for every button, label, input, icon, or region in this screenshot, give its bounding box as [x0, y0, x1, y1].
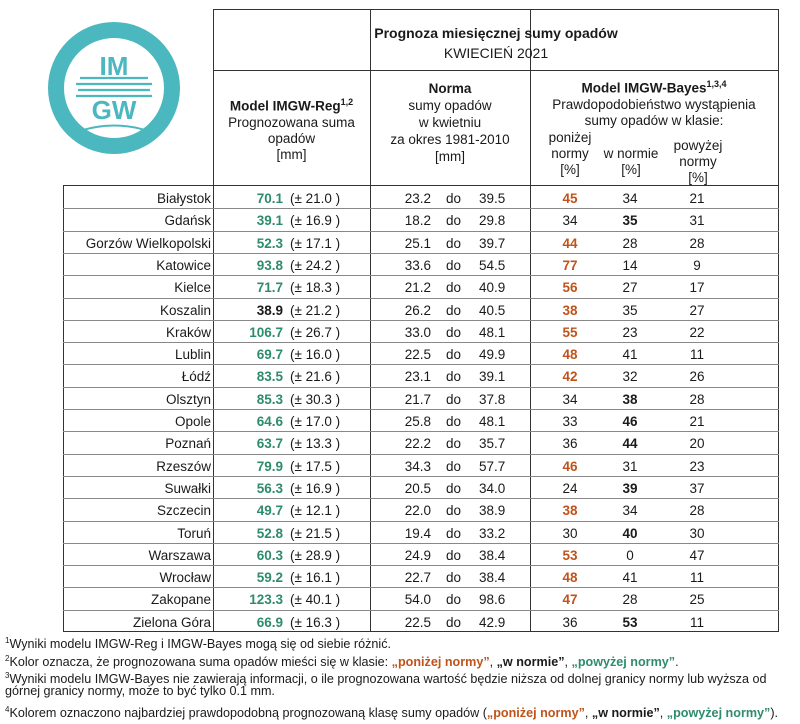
norm-min: 33.6 [404, 257, 431, 273]
table-row [0, 232, 800, 255]
reg-value: 38.9 [256, 302, 283, 318]
norm-max: 40.5 [479, 302, 506, 318]
city-cell: Poznań [165, 436, 211, 452]
footnote-4 [5, 702, 778, 721]
prob-below: 47 [562, 592, 578, 608]
reg-uncertainty: (± 18.3 ) [290, 280, 341, 296]
prob-above: 21 [689, 414, 705, 429]
table-row [0, 321, 800, 344]
row-separator [63, 543, 779, 544]
col-norm-line4: [mm] [435, 149, 465, 164]
footnote-4-text: Kolorem oznaczono najbardziej prawdopodobną prognozowaną klasę sumy opadów ( [9, 706, 487, 721]
norm-min: 22.5 [404, 347, 431, 363]
reg-uncertainty: (± 12.1 ) [290, 503, 341, 519]
reg-value: 39.1 [256, 213, 283, 229]
norm-max: 39.7 [479, 235, 506, 251]
reg-uncertainty: (± 21.2 ) [290, 302, 341, 318]
norm-min: 18.2 [404, 213, 431, 229]
norm-min: 20.5 [404, 480, 431, 496]
prob-above: 28 [689, 503, 705, 519]
reg-uncertainty: (± 26.7 ) [290, 324, 341, 340]
table-row [0, 522, 800, 545]
norm-max: 49.9 [479, 347, 506, 363]
prob-above: 20 [689, 436, 705, 452]
reg-uncertainty: (± 30.3 ) [290, 391, 341, 407]
row-separator [63, 208, 779, 209]
col-bayes-below-l1: poniżej [548, 130, 592, 145]
prob-above: 11 [689, 347, 704, 363]
footnote-2-end: . [675, 655, 679, 670]
prob-below: 44 [562, 235, 578, 251]
reg-value: 64.6 [256, 414, 283, 429]
table-row [0, 588, 800, 611]
prob-within: 14 [622, 257, 638, 273]
norm-separator: do [446, 480, 462, 496]
footnote-2-sep2: , [564, 655, 572, 670]
page-subtitle: KWIECIEŃ 2021 [443, 45, 549, 61]
reg-value: 60.3 [256, 547, 283, 563]
table-row [0, 276, 800, 299]
prob-within: 28 [622, 235, 638, 251]
city-cell: Zielona Góra [132, 614, 211, 630]
reg-value: 123.3 [249, 592, 283, 608]
footnote-4-above: „powyżej normy” [666, 706, 771, 721]
city-cell: Białystok [156, 191, 211, 206]
row-separator [63, 320, 779, 321]
row-separator [63, 253, 779, 254]
reg-uncertainty: (± 13.3 ) [290, 436, 341, 452]
row-separator [63, 387, 779, 388]
norm-min: 22.5 [404, 614, 431, 630]
row-separator [63, 364, 779, 365]
reg-uncertainty: (± 17.0 ) [290, 414, 341, 429]
prob-above: 30 [689, 525, 705, 541]
row-separator [63, 521, 779, 522]
city-cell: Suwałki [164, 480, 211, 496]
norm-max: 34.0 [479, 480, 506, 496]
reg-value: 85.3 [256, 391, 283, 407]
prob-above: 22 [689, 324, 705, 340]
norm-separator: do [446, 570, 462, 586]
reg-uncertainty: (± 28.9 ) [290, 547, 341, 563]
grid-line-top [213, 9, 779, 10]
norm-separator: do [446, 458, 462, 474]
page-title: Prognoza miesięcznej sumy opadów [374, 25, 618, 41]
table-row [0, 410, 800, 433]
table-row [0, 432, 800, 455]
prob-below: 53 [562, 547, 578, 563]
norm-separator: do [446, 369, 462, 385]
city-cell: Kraków [165, 324, 211, 340]
norm-separator: do [446, 191, 462, 206]
prob-above: 31 [689, 213, 705, 229]
norm-separator: do [446, 436, 462, 452]
prob-below: 77 [562, 257, 578, 273]
col-bayes-below-l3: [%] [560, 162, 580, 177]
reg-value: 66.9 [256, 614, 283, 630]
norm-max: 29.8 [479, 213, 506, 229]
footnote-3-cont [5, 684, 275, 699]
norm-separator: do [446, 347, 462, 363]
col-bayes-above [672, 138, 724, 186]
footnote-1-text: Wyniki modelu IMGW-Reg i IMGW-Bayes mogą się od siebie różnić. [9, 637, 392, 652]
prob-below: 45 [562, 191, 578, 206]
norm-separator: do [446, 302, 462, 318]
row-separator [63, 298, 779, 299]
row-separator [63, 431, 779, 432]
col-reg-title: Model IMGW-Reg [229, 98, 341, 114]
norm-max: 35.7 [479, 436, 506, 452]
prob-below: 24 [562, 480, 578, 496]
col-bayes-above-l3: [%] [688, 170, 708, 185]
imgw-logo [44, 18, 184, 158]
prob-above: 28 [689, 391, 705, 407]
reg-value: 79.9 [256, 458, 283, 474]
prob-within: 34 [622, 191, 638, 206]
row-separator [63, 409, 779, 410]
city-cell: Zakopane [150, 592, 211, 608]
reg-value: 52.8 [256, 525, 283, 541]
footnote-3-text-l2: górnej granicy normy, może to być tylko 0.1 mm. [5, 684, 275, 698]
norm-min: 25.1 [404, 235, 431, 251]
col-norm-line2: w kwietniu [418, 115, 482, 130]
col-bayes-sup: 1,3,4 [706, 79, 727, 89]
prob-above: 26 [689, 369, 705, 385]
norm-max: 40.9 [479, 280, 506, 296]
prob-above: 11 [689, 614, 704, 630]
norm-min: 23.2 [404, 191, 431, 206]
col-bayes-line1: Prawdopodobieństwo wystąpienia [552, 96, 756, 112]
norm-separator: do [446, 592, 462, 608]
norm-min: 22.0 [404, 503, 431, 519]
norm-max: 57.7 [479, 458, 506, 474]
norm-max: 37.8 [479, 391, 506, 407]
col-bayes-within [600, 146, 662, 178]
city-cell: Lublin [174, 347, 211, 363]
norm-min: 21.2 [404, 280, 431, 296]
reg-value: 69.7 [256, 347, 283, 363]
table-row [0, 299, 800, 322]
footnote-1-sup: 1 [5, 636, 10, 645]
footnote-2-above: „powyżej normy” [571, 655, 676, 670]
col-reg-line3: [mm] [276, 146, 307, 162]
norm-min: 24.9 [404, 547, 431, 563]
prob-within: 39 [622, 480, 638, 496]
table-row [0, 365, 800, 388]
col-norm-line1: sumy opadów [408, 98, 492, 113]
prob-above: 21 [689, 191, 705, 206]
norm-max: 39.5 [479, 191, 506, 206]
reg-uncertainty: (± 16.0 ) [290, 347, 341, 363]
col-reg-sup: 1,2 [340, 97, 354, 107]
norm-separator: do [446, 324, 462, 340]
col-norm-header [370, 80, 530, 165]
norm-max: 33.2 [479, 525, 506, 541]
reg-uncertainty: (± 16.9 ) [290, 480, 341, 496]
prob-below: 48 [562, 570, 578, 586]
prob-above: 11 [689, 570, 704, 586]
reg-uncertainty: (± 21.6 ) [290, 369, 341, 385]
footnote-2-sup: 2 [5, 654, 10, 663]
footnote-3-text-l1: Wyniki modelu IMGW-Bayes nie zawierają informacji, o ile prognozowana wartość będzie niższa od dolnej granicy normy lub wyższa od [9, 672, 767, 687]
footnote-4-end: ). [770, 706, 779, 721]
col-bayes-header [530, 76, 778, 129]
prob-below: 34 [562, 213, 578, 229]
col-norm-line3: za okres 1981-2010 [390, 132, 510, 147]
reg-value: 106.7 [249, 324, 283, 340]
reg-value: 63.7 [256, 436, 283, 452]
prob-within: 44 [622, 436, 638, 452]
col-reg-header [213, 94, 370, 163]
prob-within: 34 [622, 503, 638, 519]
prob-below: 30 [562, 525, 578, 541]
city-cell: Katowice [156, 257, 211, 273]
reg-uncertainty: (± 16.3 ) [290, 614, 341, 630]
prob-below: 56 [562, 280, 578, 296]
norm-separator: do [446, 257, 462, 273]
prob-below: 36 [562, 436, 578, 452]
table-row [0, 566, 800, 589]
norm-max: 38.4 [479, 570, 506, 586]
prob-within: 32 [622, 369, 638, 385]
prob-below: 38 [562, 503, 578, 519]
footnote-3-sup: 3 [5, 671, 10, 680]
table-row [0, 187, 800, 210]
norm-min: 22.2 [404, 436, 431, 452]
footnote-4-sep1: , [584, 706, 592, 721]
prob-above: 28 [689, 235, 705, 251]
reg-value: 59.2 [256, 570, 283, 586]
prob-within: 41 [622, 570, 638, 586]
footnote-4-below: „poniżej normy” [486, 706, 585, 721]
col-bayes-line2: sumy opadów w klasie: [584, 112, 724, 128]
norm-min: 21.7 [404, 391, 431, 407]
row-separator [63, 565, 779, 566]
footnote-2-sep1: , [489, 655, 497, 670]
norm-max: 38.9 [479, 503, 506, 519]
city-cell: Gdańsk [164, 213, 211, 229]
imgw-logo-graphic [44, 18, 184, 158]
city-cell: Rzeszów [156, 458, 211, 474]
norm-separator: do [446, 213, 462, 229]
reg-uncertainty: (± 16.9 ) [290, 213, 341, 229]
norm-separator: do [446, 503, 462, 519]
row-separator [63, 498, 779, 499]
reg-uncertainty: (± 16.1 ) [290, 570, 341, 586]
city-cell: Opole [174, 414, 211, 429]
prob-above: 37 [689, 480, 705, 496]
prob-within: 53 [622, 614, 638, 630]
city-cell: Toruń [177, 525, 211, 541]
city-cell: Warszawa [148, 547, 211, 563]
prob-within: 41 [622, 347, 638, 363]
city-cell: Łódź [181, 369, 211, 385]
prob-above: 17 [689, 280, 705, 296]
prob-below: 42 [562, 369, 578, 385]
prob-within: 28 [622, 592, 638, 608]
norm-min: 23.1 [404, 369, 431, 385]
norm-max: 39.1 [479, 369, 506, 385]
norm-max: 38.4 [479, 547, 506, 563]
reg-uncertainty: (± 21.5 ) [290, 525, 341, 541]
reg-value: 56.3 [256, 480, 283, 496]
row-separator [63, 275, 779, 276]
prob-within: 23 [622, 324, 638, 340]
norm-min: 26.2 [404, 302, 431, 318]
svg-text:GW: GW [91, 95, 137, 125]
prob-within: 35 [622, 302, 638, 318]
prob-within: 0 [626, 547, 634, 563]
reg-value: 93.8 [256, 257, 283, 273]
prob-within: 38 [622, 391, 638, 407]
norm-separator: do [446, 525, 462, 541]
col-bayes-below-l2: normy [551, 146, 589, 161]
table-row [0, 499, 800, 522]
reg-value: 49.7 [256, 503, 283, 519]
norm-max: 48.1 [479, 324, 506, 340]
reg-uncertainty: (± 24.2 ) [290, 257, 341, 273]
prob-above: 27 [689, 302, 705, 318]
footnote-4-sup: 4 [5, 705, 10, 714]
row-separator [63, 454, 779, 455]
norm-min: 19.4 [404, 525, 431, 541]
prob-within: 27 [622, 280, 638, 296]
prob-within: 35 [622, 213, 638, 229]
footnote-2-below: „poniżej normy” [391, 655, 490, 670]
footnote-1 [5, 633, 391, 652]
row-separator [63, 231, 779, 232]
prob-above: 23 [689, 458, 705, 474]
footnote-4-sep2: , [659, 706, 667, 721]
prob-above: 25 [689, 592, 705, 608]
col-norm-title: Norma [428, 81, 472, 96]
norm-separator: do [446, 235, 462, 251]
city-cell: Szczecin [156, 503, 211, 519]
city-cell: Wrocław [159, 570, 211, 586]
norm-max: 98.6 [479, 592, 506, 608]
prob-below: 36 [562, 614, 578, 630]
reg-value: 70.1 [256, 191, 283, 206]
reg-value: 83.5 [256, 369, 283, 385]
prob-below: 38 [562, 302, 578, 318]
reg-uncertainty: (± 17.1 ) [290, 235, 341, 251]
prob-below: 48 [562, 347, 578, 363]
norm-min: 22.7 [404, 570, 431, 586]
col-reg-line1: Prognozowana suma [228, 114, 355, 130]
svg-text:IM: IM [99, 51, 129, 81]
reg-value: 52.3 [256, 235, 283, 251]
city-cell: Olsztyn [165, 391, 211, 407]
table-row [0, 388, 800, 411]
table-row [0, 254, 800, 277]
norm-separator: do [446, 614, 462, 630]
prob-below: 33 [562, 414, 578, 429]
prob-above: 47 [689, 547, 705, 563]
table-row [0, 455, 800, 478]
prob-below: 46 [562, 458, 578, 474]
prob-within: 46 [622, 414, 638, 429]
norm-separator: do [446, 391, 462, 407]
col-bayes-within-l2: [%] [621, 162, 641, 177]
city-cell: Gorzów Wielkopolski [85, 235, 211, 251]
reg-uncertainty: (± 17.5 ) [290, 458, 341, 474]
row-separator [63, 610, 779, 611]
reg-value: 71.7 [256, 280, 283, 296]
prob-above: 9 [693, 257, 701, 273]
prob-within: 31 [622, 458, 638, 474]
prob-within: 40 [622, 525, 638, 541]
reg-uncertainty: (± 21.0 ) [290, 191, 341, 206]
reg-uncertainty: (± 40.1 ) [290, 592, 341, 608]
norm-separator: do [446, 280, 462, 296]
city-cell: Kielce [174, 280, 211, 296]
norm-max: 48.1 [479, 414, 506, 429]
footnote-4-within: „w normie” [591, 706, 660, 721]
col-bayes-below [545, 130, 595, 178]
col-bayes-title: Model IMGW-Bayes [581, 80, 707, 96]
row-separator [63, 342, 779, 343]
table-row [0, 343, 800, 366]
norm-min: 34.3 [404, 458, 431, 474]
norm-separator: do [446, 547, 462, 563]
grid-line-title [213, 70, 779, 71]
table-row [0, 477, 800, 500]
norm-max: 54.5 [479, 257, 506, 273]
col-reg-line2: opadów [267, 130, 316, 146]
norm-min: 33.0 [404, 324, 431, 340]
norm-min: 54.0 [404, 592, 431, 608]
prob-below: 55 [562, 324, 578, 340]
col-bayes-above-l2: normy [679, 154, 717, 169]
row-separator [63, 587, 779, 588]
norm-max: 42.9 [479, 614, 506, 630]
col-bayes-above-l1: powyżej [673, 138, 723, 153]
prob-below: 34 [562, 391, 578, 407]
norm-separator: do [446, 414, 462, 429]
table-row [0, 209, 800, 232]
norm-min: 25.8 [404, 414, 431, 429]
footnote-2-text: Kolor oznacza, że prognozowana suma opadów mieści się w klasie: [9, 655, 392, 670]
row-separator [63, 476, 779, 477]
table-row [0, 544, 800, 567]
table-row [0, 611, 800, 634]
footnote-2-within: „w normie” [496, 655, 565, 670]
city-cell: Koszalin [159, 302, 211, 318]
col-bayes-within-l1: w normie [603, 146, 659, 161]
